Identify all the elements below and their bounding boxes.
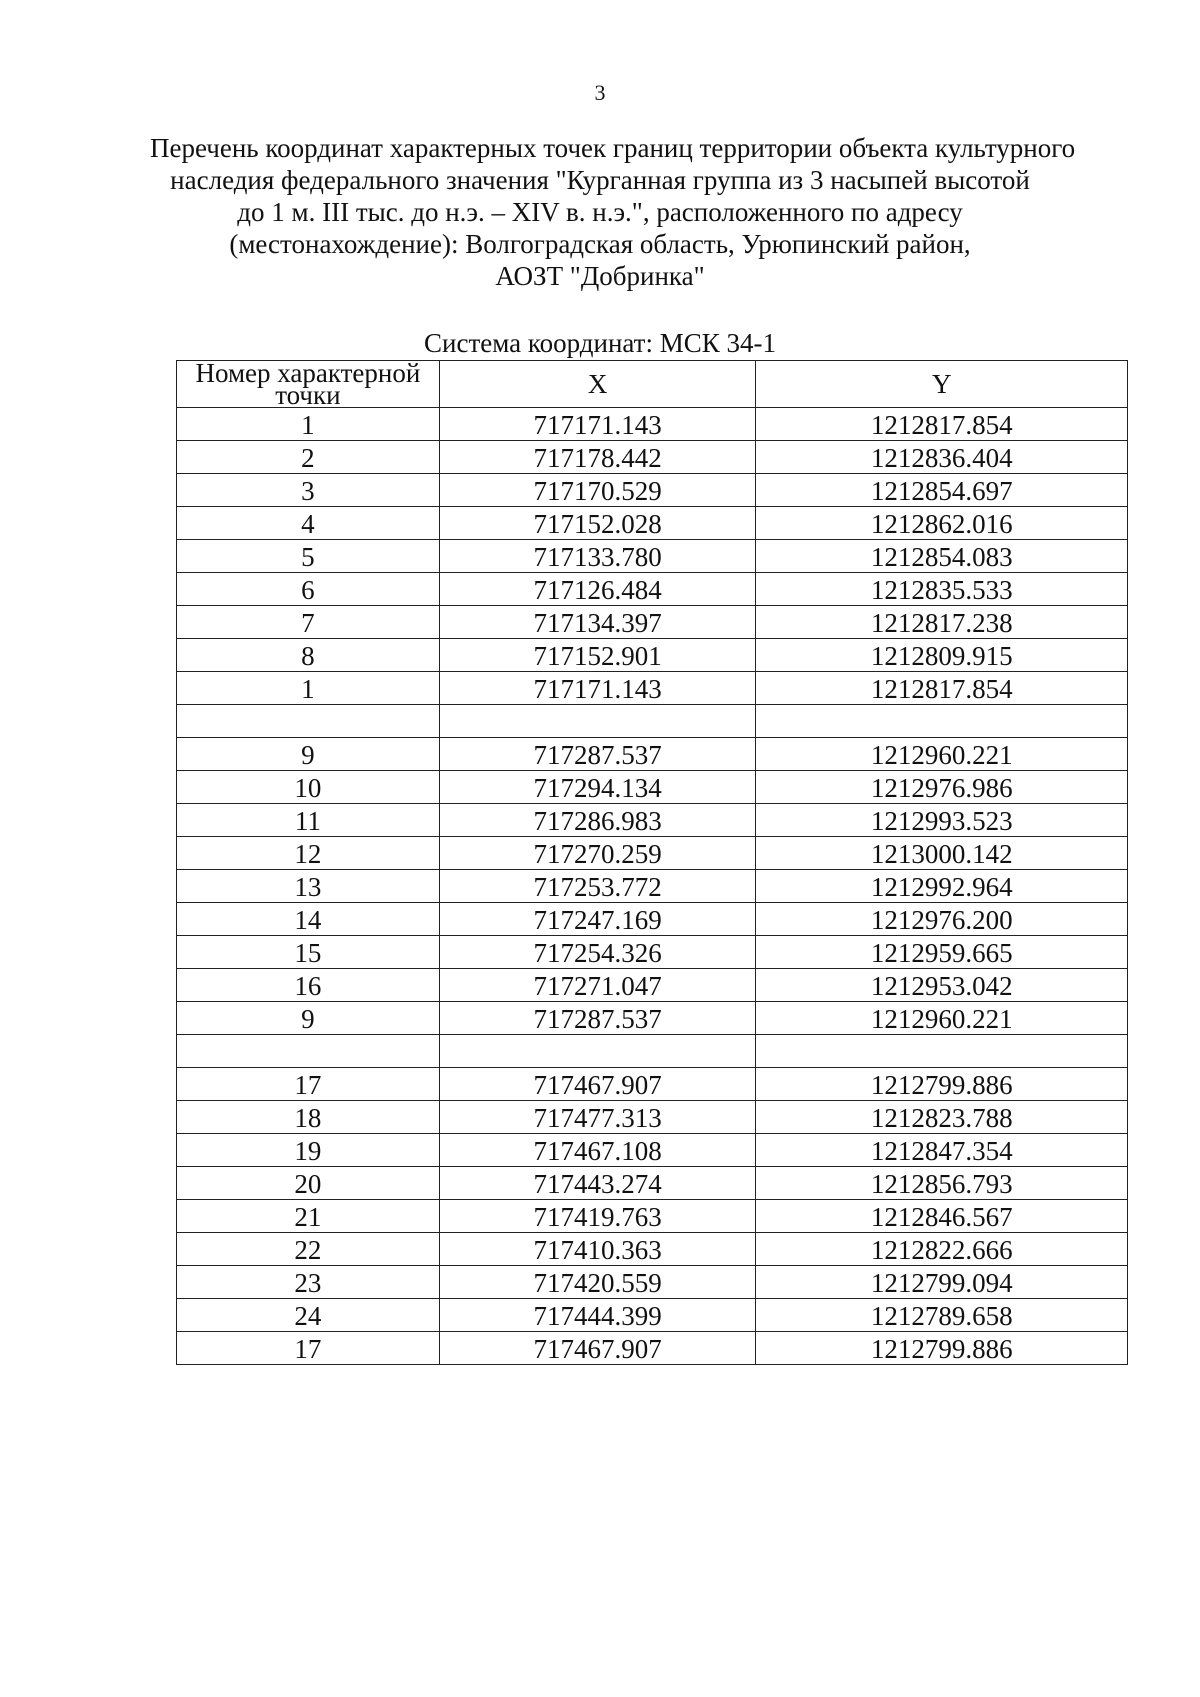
header-y: Y (756, 361, 1128, 408)
cell-y: 1212953.042 (756, 969, 1128, 1002)
cell-point-number (177, 1035, 440, 1068)
cell-point-number: 15 (177, 936, 440, 969)
cell-x: 717419.763 (439, 1200, 756, 1233)
title-line: АОЗТ "Добринка" (495, 261, 705, 291)
table-row (177, 1068, 1128, 1101)
table-row (177, 705, 1128, 738)
cell-y: 1212835.533 (756, 573, 1128, 606)
cell-x: 717467.907 (439, 1068, 756, 1101)
cell-y: 1212823.788 (756, 1101, 1128, 1134)
title-line: (местонахождение): Волгоградская область, Урюпинский район, (229, 229, 971, 259)
cell-y: 1212960.221 (756, 738, 1128, 771)
cell-point-number: 11 (177, 804, 440, 837)
cell-x: 717420.559 (439, 1266, 756, 1299)
cell-y: 1212856.793 (756, 1167, 1128, 1200)
table-row (177, 1233, 1128, 1266)
cell-x (439, 705, 756, 738)
cell-y: 1212854.697 (756, 474, 1128, 507)
cell-x: 717294.134 (439, 771, 756, 804)
cell-x: 717270.259 (439, 837, 756, 870)
table-row (177, 870, 1128, 903)
table-row (177, 1134, 1128, 1167)
cell-point-number: 13 (177, 870, 440, 903)
table-row (177, 738, 1128, 771)
page-number: 3 (594, 80, 606, 105)
cell-x: 717178.442 (439, 441, 756, 474)
cell-y: 1212846.567 (756, 1200, 1128, 1233)
table-row (177, 1101, 1128, 1134)
cell-x: 717443.274 (439, 1167, 756, 1200)
cell-x: 717253.772 (439, 870, 756, 903)
coordinates-table (176, 360, 1128, 1365)
cell-y: 1212817.854 (756, 408, 1128, 441)
cell-y: 1212822.666 (756, 1233, 1128, 1266)
header-point-line1: Номер характерной (195, 358, 421, 388)
cell-point-number: 7 (177, 606, 440, 639)
table-row (177, 540, 1128, 573)
cell-y: 1212862.016 (756, 507, 1128, 540)
cell-x: 717133.780 (439, 540, 756, 573)
table-row (177, 771, 1128, 804)
cell-point-number: 6 (177, 573, 440, 606)
cell-point-number: 22 (177, 1233, 440, 1266)
title-line: Перечень координат характерных точек границ территории объекта культурного (150, 133, 1076, 163)
cell-y: 1212976.200 (756, 903, 1128, 936)
table-row (177, 837, 1128, 870)
table-row (177, 672, 1128, 705)
cell-y: 1212809.915 (756, 639, 1128, 672)
table-row (177, 1299, 1128, 1332)
cell-y: 1213000.142 (756, 837, 1128, 870)
cell-x: 717477.313 (439, 1101, 756, 1134)
cell-point-number: 19 (177, 1134, 440, 1167)
cell-y: 1212817.238 (756, 606, 1128, 639)
cell-y: 1212993.523 (756, 804, 1128, 837)
cell-y: 1212847.354 (756, 1134, 1128, 1167)
document-title (150, 132, 1076, 292)
cell-x: 717247.169 (439, 903, 756, 936)
cell-y: 1212854.083 (756, 540, 1128, 573)
cell-x: 717134.397 (439, 606, 756, 639)
cell-point-number (177, 705, 440, 738)
cell-point-number: 10 (177, 771, 440, 804)
cell-point-number: 21 (177, 1200, 440, 1233)
cell-x: 717467.108 (439, 1134, 756, 1167)
table-row (177, 606, 1128, 639)
table-header-row (177, 361, 1128, 408)
cell-x: 717271.047 (439, 969, 756, 1002)
table-row (177, 1200, 1128, 1233)
cell-point-number: 9 (177, 738, 440, 771)
table-body (177, 408, 1128, 1365)
table-row (177, 507, 1128, 540)
table-row (177, 1035, 1128, 1068)
cell-x: 717444.399 (439, 1299, 756, 1332)
cell-point-number: 1 (177, 408, 440, 441)
cell-point-number: 16 (177, 969, 440, 1002)
cell-x: 717287.537 (439, 1002, 756, 1035)
cell-point-number: 9 (177, 1002, 440, 1035)
cell-x: 717170.529 (439, 474, 756, 507)
table-row (177, 408, 1128, 441)
table-row (177, 1167, 1128, 1200)
cell-x: 717410.363 (439, 1233, 756, 1266)
header-x: X (439, 361, 756, 408)
cell-point-number: 17 (177, 1068, 440, 1101)
header-point-number (177, 358, 440, 410)
cell-x: 717467.907 (439, 1332, 756, 1365)
table-row (177, 1002, 1128, 1035)
cell-point-number: 4 (177, 507, 440, 540)
table-row (177, 573, 1128, 606)
cell-point-number: 20 (177, 1167, 440, 1200)
cell-point-number: 3 (177, 474, 440, 507)
cell-x: 717254.326 (439, 936, 756, 969)
header-point-line2: точки (275, 380, 341, 410)
cell-y (756, 1035, 1128, 1068)
table-row (177, 639, 1128, 672)
cell-y: 1212960.221 (756, 1002, 1128, 1035)
cell-x (439, 1035, 756, 1068)
cell-y: 1212992.964 (756, 870, 1128, 903)
cell-point-number: 1 (177, 672, 440, 705)
cell-x: 717287.537 (439, 738, 756, 771)
cell-y (756, 705, 1128, 738)
cell-x: 717171.143 (439, 672, 756, 705)
cell-point-number: 8 (177, 639, 440, 672)
cell-y: 1212817.854 (756, 672, 1128, 705)
cell-y: 1212799.886 (756, 1332, 1128, 1365)
title-line: до 1 м. III тыс. до н.э. – XIV в. н.э.", расположенного по адресу (237, 197, 963, 227)
cell-y: 1212799.094 (756, 1266, 1128, 1299)
cell-point-number: 23 (177, 1266, 440, 1299)
cell-point-number: 5 (177, 540, 440, 573)
cell-y: 1212836.404 (756, 441, 1128, 474)
cell-point-number: 2 (177, 441, 440, 474)
cell-x: 717126.484 (439, 573, 756, 606)
table-row (177, 474, 1128, 507)
title-line: наследия федерального значения "Курганная группа из 3 насыпей высотой (170, 165, 1030, 195)
cell-x: 717152.028 (439, 507, 756, 540)
cell-point-number: 18 (177, 1101, 440, 1134)
table-row (177, 441, 1128, 474)
table-row (177, 936, 1128, 969)
cell-point-number: 12 (177, 837, 440, 870)
cell-x: 717171.143 (439, 408, 756, 441)
cell-y: 1212799.886 (756, 1068, 1128, 1101)
table-row (177, 804, 1128, 837)
cell-x: 717152.901 (439, 639, 756, 672)
table-row (177, 903, 1128, 936)
table-row (177, 969, 1128, 1002)
coordinate-system-label: Система координат: МСК 34-1 (424, 328, 776, 358)
table-row (177, 1266, 1128, 1299)
cell-y: 1212959.665 (756, 936, 1128, 969)
cell-point-number: 24 (177, 1299, 440, 1332)
cell-x: 717286.983 (439, 804, 756, 837)
cell-point-number: 17 (177, 1332, 440, 1365)
cell-y: 1212789.658 (756, 1299, 1128, 1332)
cell-point-number: 14 (177, 903, 440, 936)
table-row (177, 1332, 1128, 1365)
cell-y: 1212976.986 (756, 771, 1128, 804)
